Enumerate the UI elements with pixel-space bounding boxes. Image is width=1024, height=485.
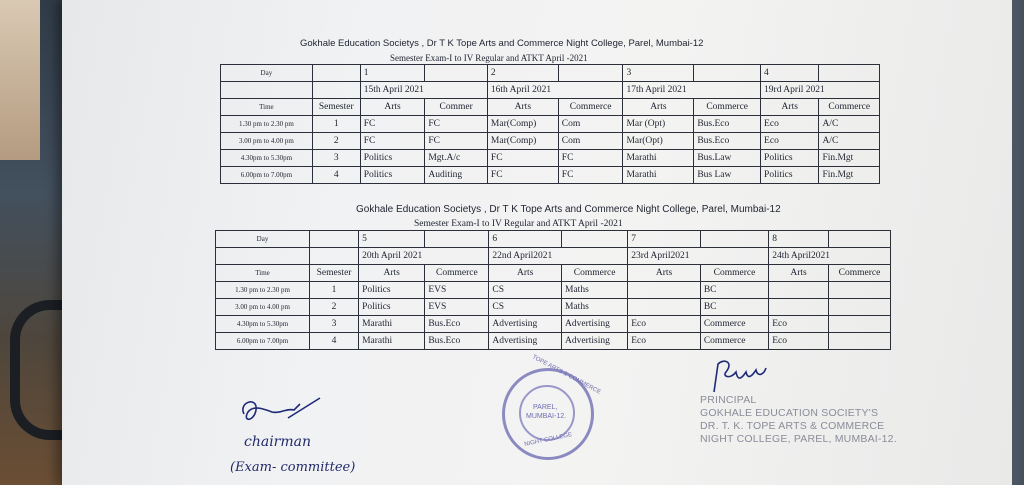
semester-number: 1 (312, 116, 360, 133)
exam-date: 16th April 2021 (487, 82, 623, 99)
table-row (216, 316, 891, 333)
semester-header: Semester (312, 99, 360, 116)
day-number: 1 (360, 65, 425, 82)
time-slot: 4.30pm to 5.30pm (216, 316, 310, 333)
subject-cell: Eco (761, 133, 819, 150)
subject-cell (628, 299, 701, 316)
semester-number: 3 (312, 150, 360, 167)
principal-signature (704, 356, 774, 396)
subject-cell: BC (700, 299, 768, 316)
subject-cell: Fin.Mgt (819, 150, 880, 167)
subject-cell: A/C (819, 116, 880, 133)
subject-cell: Politics (761, 150, 819, 167)
stream-header: Commerce (700, 265, 768, 282)
subject-cell: Politics (761, 167, 819, 184)
subject-cell: Mgt.A/c (425, 150, 488, 167)
day-number: 3 (623, 65, 694, 82)
blank-cell (312, 65, 360, 82)
exam-date: 22nd April2021 (489, 248, 628, 265)
stream-header: Arts (623, 99, 694, 116)
exam-date: 19rd April 2021 (761, 82, 880, 99)
subject-cell: Eco (769, 333, 829, 350)
semester-number: 3 (309, 316, 358, 333)
stream-header: Commerce (694, 99, 761, 116)
table-row (216, 333, 891, 350)
table-row (221, 150, 880, 167)
subject-cell: Politics (359, 282, 425, 299)
stream-header: Arts (761, 99, 819, 116)
table-row (221, 133, 880, 150)
schedule2-table (215, 230, 891, 350)
day-number: 2 (487, 65, 558, 82)
blank-cell (309, 231, 358, 248)
time-slot: 1.30 pm to 2.30 pm (216, 282, 310, 299)
subject-cell: FC (425, 116, 488, 133)
semester-header: Semester (309, 265, 358, 282)
subject-cell: Com (558, 116, 623, 133)
subject-cell: Politics (360, 167, 425, 184)
subject-cell (828, 299, 890, 316)
subject-cell: CS (489, 299, 562, 316)
subject-cell: Advertising (489, 333, 562, 350)
stream-header: Arts (489, 265, 562, 282)
subject-cell: FC (487, 150, 558, 167)
stream-header: Commerce (558, 99, 623, 116)
principal-line-college: DR. T. K. TOPE ARTS & COMMERCE (700, 420, 885, 432)
exam-date: 15th April 2021 (360, 82, 487, 99)
blank-cell (562, 231, 628, 248)
day-number: 4 (761, 65, 819, 82)
day-label: Day (216, 231, 310, 248)
subject-cell: FC (558, 150, 623, 167)
semester-number: 2 (312, 133, 360, 150)
day-number: 5 (359, 231, 425, 248)
time-slot: 4.30pm to 5.30pm (221, 150, 313, 167)
semester-number: 1 (309, 282, 358, 299)
subject-cell: Marathi (623, 150, 694, 167)
subject-cell: Maths (562, 282, 628, 299)
subject-cell (828, 333, 890, 350)
schedule1-title: Gokhale Education Societys , Dr T K Tope Arts and Commerce Night College, Parel, Mumbai-12 (300, 38, 704, 49)
principal-title: PRINCIPAL (700, 394, 757, 406)
blank-cell (694, 65, 761, 82)
subject-cell: Com (558, 133, 623, 150)
subject-cell: Mar(Opt) (623, 133, 694, 150)
subject-cell: FC (360, 133, 425, 150)
time-header: Time (216, 265, 310, 282)
time-slot: 3.00 pm to 4.00 pm (216, 299, 310, 316)
subject-cell: Mar(Comp) (487, 133, 558, 150)
table-row (216, 282, 891, 299)
blank-cell (216, 248, 310, 265)
date-row (216, 248, 891, 265)
chairman-signature (236, 392, 326, 432)
day-row (216, 231, 891, 248)
subject-cell: FC (360, 116, 425, 133)
subject-cell (769, 299, 829, 316)
day-number: 8 (769, 231, 829, 248)
subject-cell: FC (487, 167, 558, 184)
stream-header: Arts (487, 99, 558, 116)
subject-cell: Commerce (700, 316, 768, 333)
stamp-center-line2: MUMBAI-12. (526, 413, 567, 420)
blank-cell (828, 231, 890, 248)
stream-header: Arts (769, 265, 829, 282)
time-slot: 6.00pm to 7.00pm (221, 167, 313, 184)
subject-cell: Advertising (562, 333, 628, 350)
committee-label: (Exam- committee) (230, 460, 356, 475)
subject-cell: Mar (Opt) (623, 116, 694, 133)
subject-cell: Eco (761, 116, 819, 133)
subject-cell (828, 282, 890, 299)
chairman-label: chairman (244, 434, 312, 450)
subject-cell: Marathi (359, 333, 425, 350)
subject-cell (828, 316, 890, 333)
subject-cell: EVS (425, 299, 489, 316)
schedule1-table (220, 64, 880, 184)
time-slot: 6.00pm to 7.00pm (216, 333, 310, 350)
subject-cell: Politics (359, 299, 425, 316)
blank-cell (558, 65, 623, 82)
principal-line-society: GOKHALE EDUCATION SOCIETY'S (700, 407, 879, 419)
header-row (216, 265, 891, 282)
subject-cell: BC (700, 282, 768, 299)
schedule2-title: Gokhale Education Societys , Dr T K Tope Arts and Commerce Night College, Parel, Mumbai-12 (356, 204, 781, 215)
day-label: Day (221, 65, 313, 82)
day-row (221, 65, 880, 82)
subject-cell: Advertising (562, 316, 628, 333)
blank-cell (819, 65, 880, 82)
semester-number: 4 (312, 167, 360, 184)
subject-cell: Advertising (489, 316, 562, 333)
subject-cell: Bus.Eco (694, 116, 761, 133)
time-slot: 3.00 pm to 4.00 pm (221, 133, 313, 150)
day-number: 6 (489, 231, 562, 248)
schedule2-subtitle: Semester Exam-I to IV Regular and ATKT April -2021 (414, 219, 623, 229)
blank-cell (425, 231, 489, 248)
schedule1-subtitle: Semester Exam-I to IV Regular and ATKT April -2021 (390, 53, 588, 63)
stamp-ring-top: TOPE ARTS & COMMERCE (531, 354, 602, 396)
exam-date: 17th April 2021 (623, 82, 761, 99)
subject-cell: Maths (562, 299, 628, 316)
subject-cell: FC (558, 167, 623, 184)
blank-cell (309, 248, 358, 265)
stream-header: Commer (425, 99, 488, 116)
blank-cell (700, 231, 768, 248)
subject-cell: EVS (425, 282, 489, 299)
date-row (221, 82, 880, 99)
stream-header: Arts (359, 265, 425, 282)
subject-cell: Commerce (700, 333, 768, 350)
stream-header: Commerce (562, 265, 628, 282)
principal-line-address: NIGHT COLLEGE, PAREL, MUMBAI-12. (700, 433, 897, 445)
stamp-center-line1: PAREL, (533, 404, 558, 411)
subject-cell: Mar(Comp) (487, 116, 558, 133)
subject-cell: Eco (628, 333, 701, 350)
cardboard-edge (0, 0, 40, 160)
subject-cell: Marathi (623, 167, 694, 184)
subject-cell: Marathi (359, 316, 425, 333)
subject-cell: Bus.Law (694, 150, 761, 167)
subject-cell: CS (489, 282, 562, 299)
subject-cell (628, 282, 701, 299)
time-slot: 1.30 pm to 2.30 pm (221, 116, 313, 133)
table-row (221, 116, 880, 133)
subject-cell: Bus.Eco (694, 133, 761, 150)
header-row (221, 99, 880, 116)
exam-date: 24th April2021 (769, 248, 891, 265)
exam-date: 20th April 2021 (359, 248, 489, 265)
subject-cell: Fin.Mgt (819, 167, 880, 184)
blank-cell (312, 82, 360, 99)
table-row (216, 299, 891, 316)
stream-header: Arts (360, 99, 425, 116)
stream-header: Commerce (425, 265, 489, 282)
blank-cell (221, 82, 313, 99)
stamp-ring-bottom: NIGHT COLLEGE (523, 432, 573, 448)
semester-number: 2 (309, 299, 358, 316)
exam-date: 23rd April2021 (628, 248, 769, 265)
day-number: 7 (628, 231, 701, 248)
subject-cell: Bus Law (694, 167, 761, 184)
table-row (221, 167, 880, 184)
subject-cell: FC (425, 133, 488, 150)
time-header: Time (221, 99, 313, 116)
subject-cell: Eco (769, 316, 829, 333)
blank-cell (425, 65, 488, 82)
semester-number: 4 (309, 333, 358, 350)
stream-header: Arts (628, 265, 701, 282)
subject-cell: Bus.Eco (425, 316, 489, 333)
subject-cell: Auditing (425, 167, 488, 184)
stream-header: Commerce (819, 99, 880, 116)
subject-cell: Politics (360, 150, 425, 167)
subject-cell: Eco (628, 316, 701, 333)
subject-cell (769, 282, 829, 299)
stream-header: Commerce (828, 265, 890, 282)
subject-cell: A/C (819, 133, 880, 150)
subject-cell: Bus.Eco (425, 333, 489, 350)
